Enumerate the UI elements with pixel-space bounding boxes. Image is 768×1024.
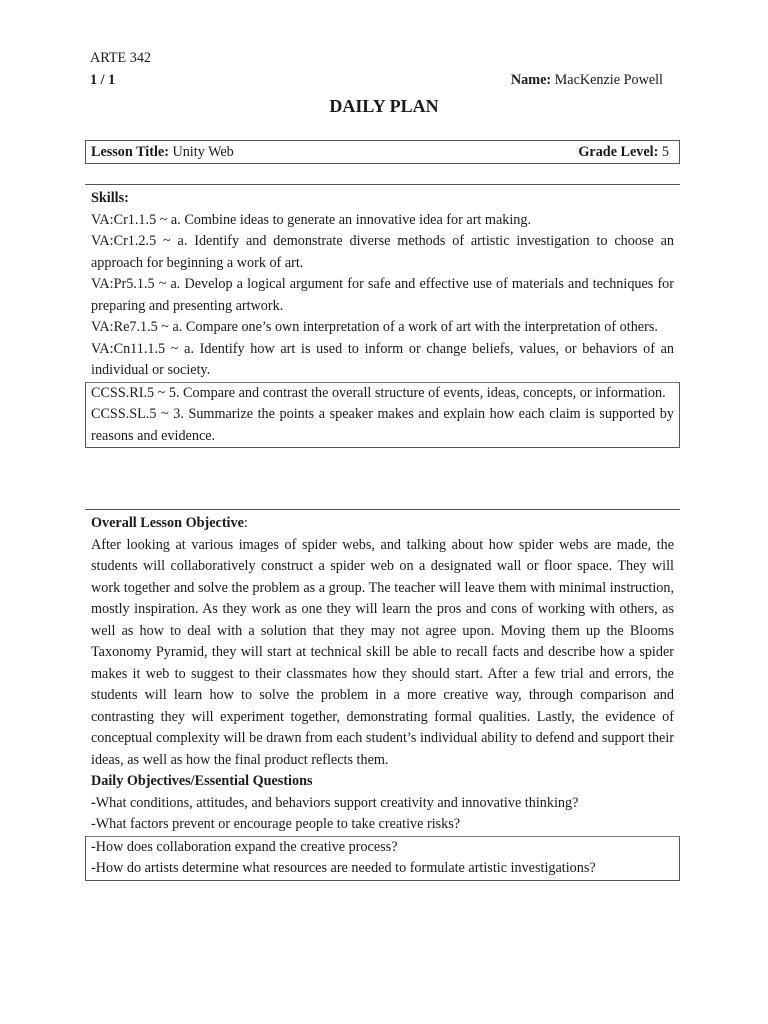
skill-item: VA:Re7.1.5 ~ a. Compare one’s own interpretation of a work of art with the interpretation of others. bbox=[91, 319, 658, 335]
page-title: DAILY PLAN bbox=[329, 96, 439, 116]
skill-item: VA:Cr1.2.5 ~ a. Identify and demonstrate diverse methods of artistic investigation to choose an approach for beginning a work of art. bbox=[91, 233, 674, 271]
ccss-item: CCSS.SL.5 ~ 3. Summarize the points a speaker makes and explain how each claim is supported by reasons and evidence. bbox=[91, 406, 674, 444]
student-name bbox=[511, 70, 663, 92]
grade-level-value: 5 bbox=[661, 144, 669, 160]
question-item: -What factors prevent or encourage people to take creative risks? bbox=[91, 816, 461, 832]
objective-section bbox=[85, 509, 680, 881]
lesson-title-label: Lesson Title: bbox=[91, 144, 169, 160]
questions-box bbox=[85, 836, 680, 881]
skill-item: VA:Cr1.1.5 ~ a. Combine ideas to generate an innovative idea for art making. bbox=[91, 211, 532, 228]
lesson-title-value: Unity Web bbox=[172, 144, 234, 160]
skills-section bbox=[85, 184, 680, 448]
course-code: ARTE 342 bbox=[90, 50, 152, 66]
name-label: Name: bbox=[510, 72, 552, 88]
objective-heading-line bbox=[85, 513, 680, 535]
question-dash: - bbox=[91, 794, 96, 811]
lesson-info-box bbox=[85, 140, 680, 164]
grade-level bbox=[578, 142, 669, 164]
skill-item: VA:Pr5.1.5 ~ a. Develop a logical argument for safe and effective use of materials and techniques for preparing and presenting artwork. bbox=[91, 276, 674, 314]
grade-level-label: Grade Level: bbox=[578, 144, 659, 160]
page-number: 1 / 1 bbox=[90, 72, 116, 88]
question-item: -How do artists determine what resources are needed to formulate artistic investigations? bbox=[91, 860, 596, 876]
ccss-box bbox=[85, 382, 680, 449]
skills-heading: Skills: bbox=[91, 190, 129, 206]
objective-text: After looking at various images of spider webs, and talking about how spider webs are made, the students will collaboratively construct a spider web on a designated wall or floor space. They will work together and solve the problem as a group. The teacher will leave them with minimal instruction, mostly inspiration. As they work as one they will learn the pros and cons of working with others, as well as how to deal with a solution that they may not agree upon. Moving them up the Blooms Taxonomy Pyramid, they will start at technical skill be able to recall facts and describe how a spider makes it web to suggest to their classmates how they should start. After a few trial and errors, the students will learn how to solve the problem in a more creative way, through comparison and contrasting they will experiment together, demonstrating formal qualities. Lastly, the evidence of conceptual complexity will be drawn from each student’s individual ability to defend and support their ideas, as well as how the final product reflects them. bbox=[91, 536, 674, 768]
objective-colon: : bbox=[243, 515, 248, 531]
question-item bbox=[85, 793, 680, 815]
daily-questions-heading: Daily Objectives/Essential Questions bbox=[91, 773, 313, 789]
question-text: What conditions, attitudes, and behaviors support creativity and innovative thinking? bbox=[95, 794, 579, 811]
name-value: MacKenzie Powell bbox=[554, 72, 663, 88]
question-item: -How does collaboration expand the creative process? bbox=[91, 838, 398, 855]
ccss-item: CCSS.RI.5 ~ 5. Compare and contrast the overall structure of events, ideas, concepts, or information. bbox=[91, 384, 666, 401]
lesson-title bbox=[91, 142, 234, 164]
skill-item: VA:Cn11.1.5 ~ a. Identify how art is used to inform or change beliefs, values, or behaviors of an individual or society. bbox=[91, 340, 674, 378]
objective-heading: Overall Lesson Objective bbox=[91, 515, 244, 531]
